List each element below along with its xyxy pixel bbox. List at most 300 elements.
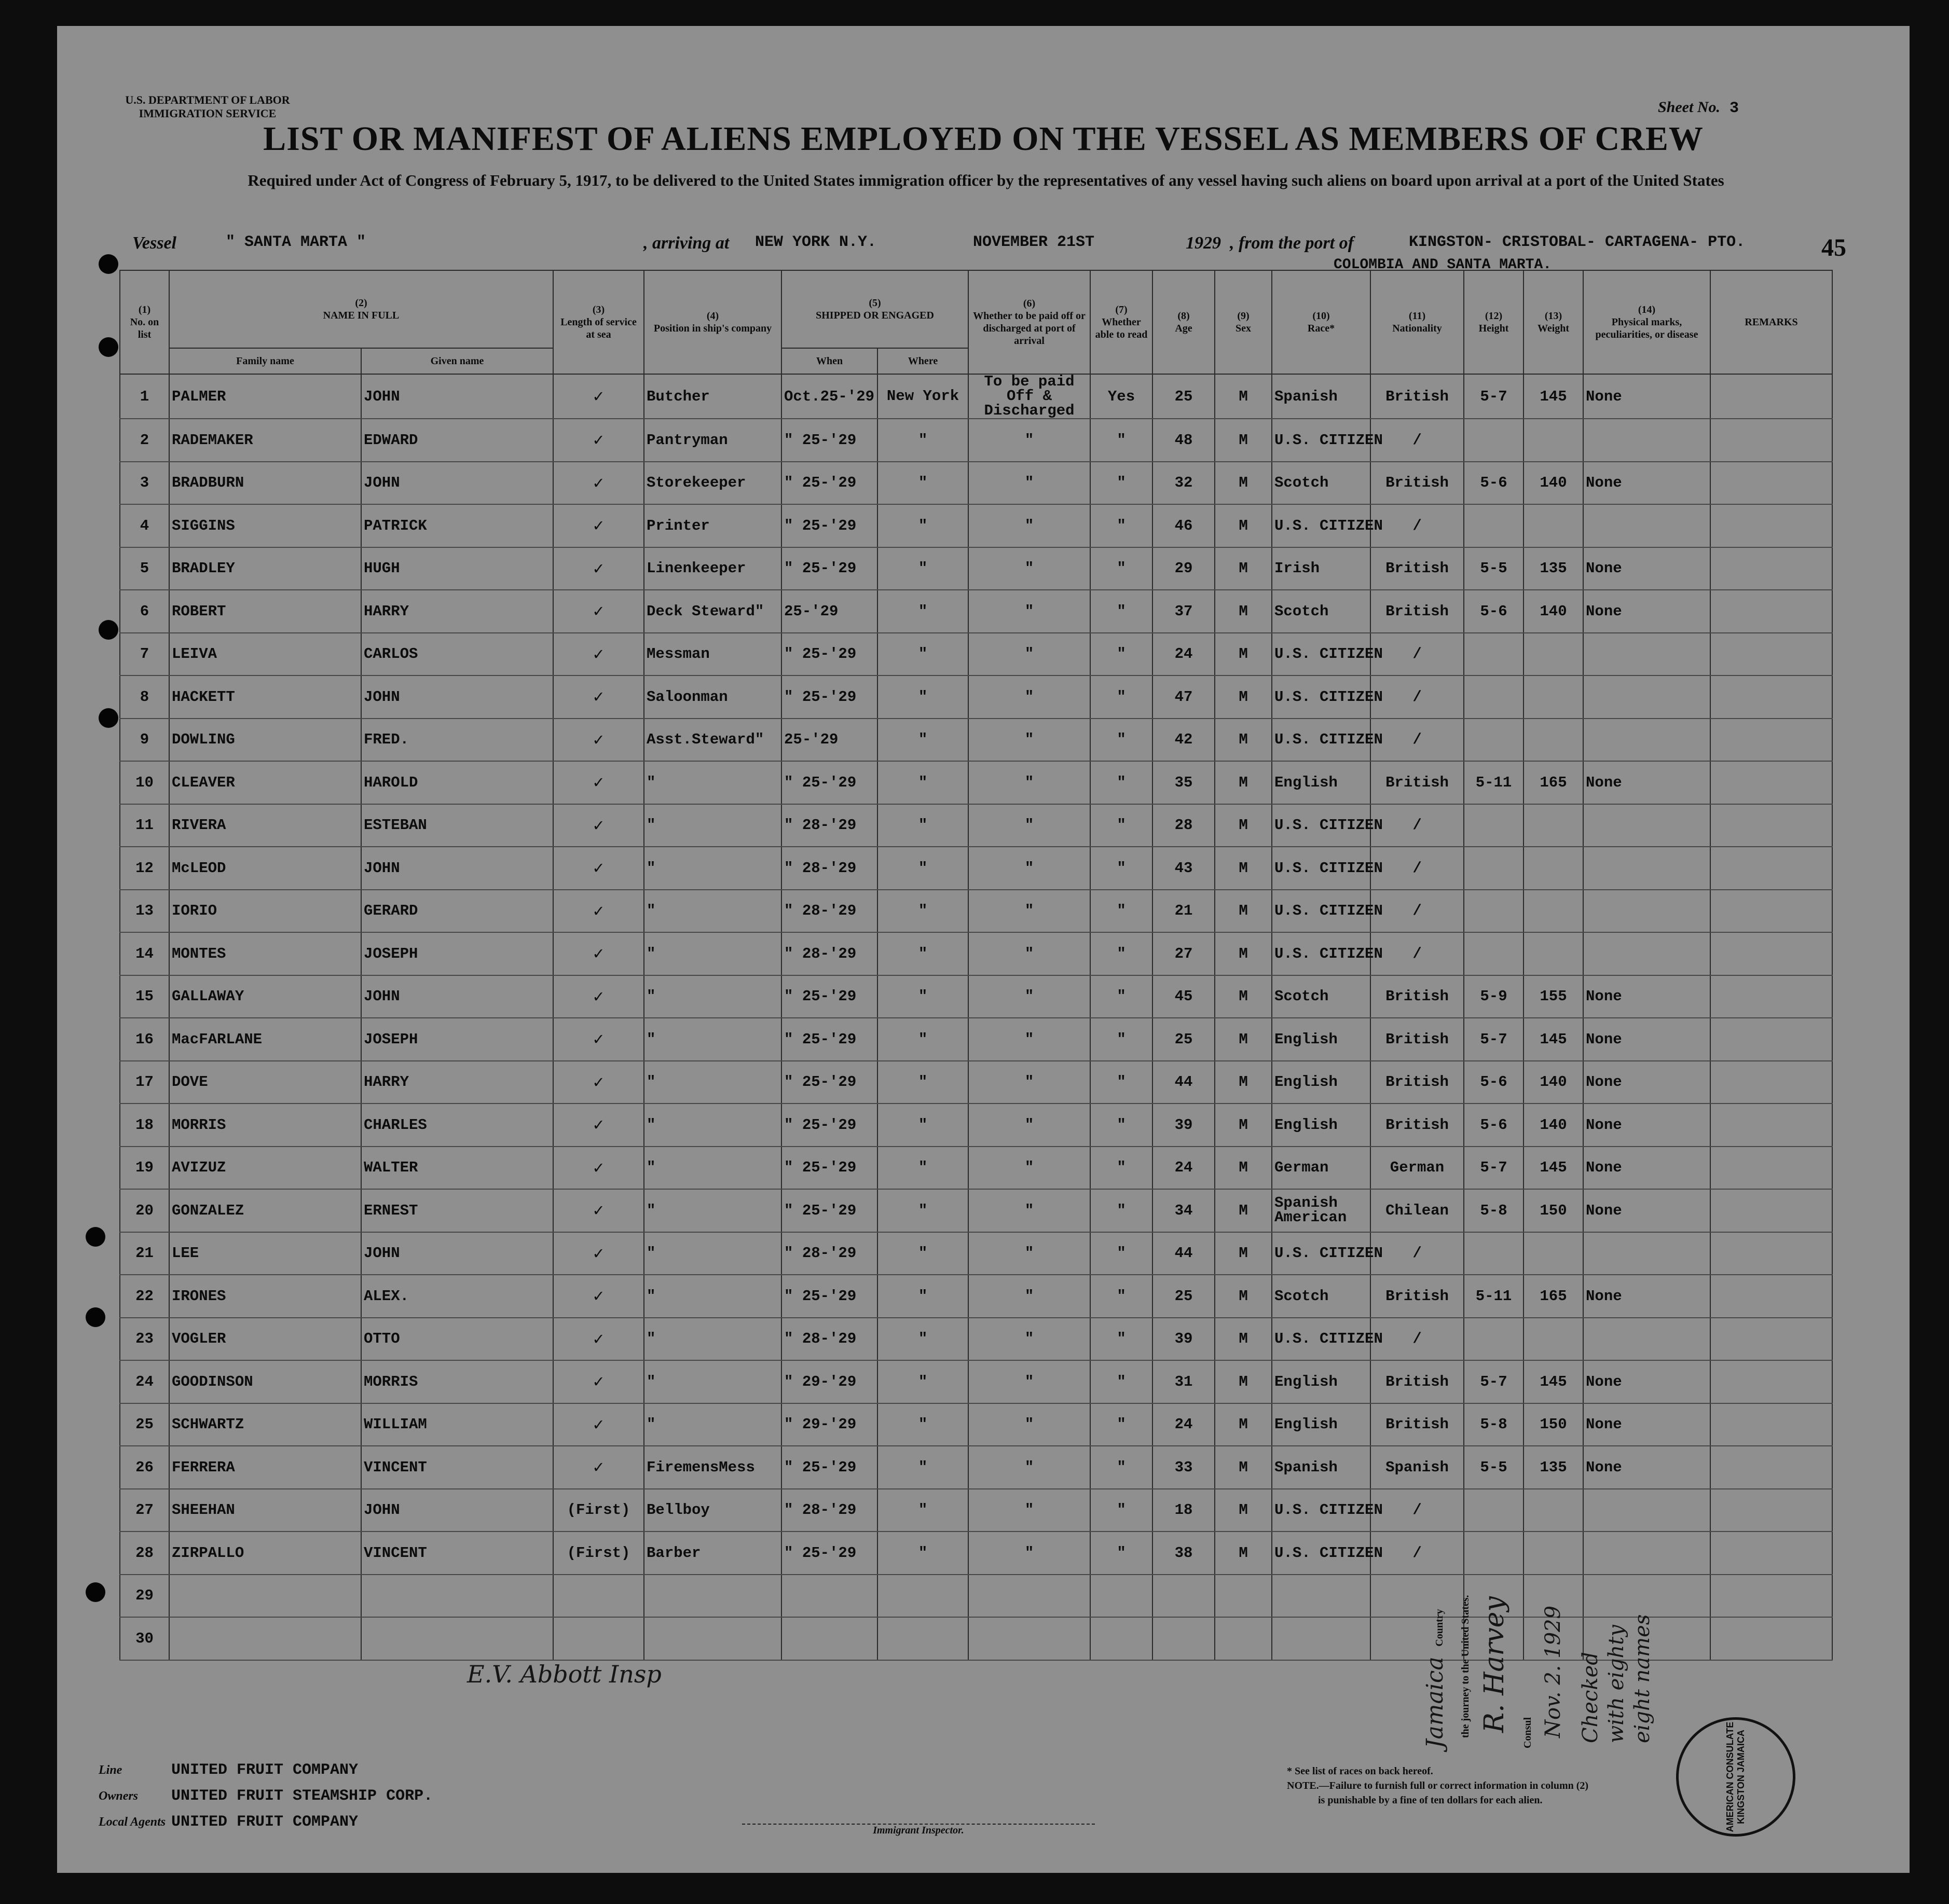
manifest-sheet <box>57 26 1910 1873</box>
inspector-signature: E.V. Abbott Insp <box>467 1660 662 1688</box>
family-name-cell: RIVERA <box>169 804 361 847</box>
sex-cell <box>1215 1617 1272 1660</box>
race-cell: Scotch <box>1272 975 1370 1018</box>
remarks-cell <box>1710 1103 1832 1147</box>
given-name-cell: ALEX. <box>361 1275 553 1318</box>
shipped-where-cell: " <box>877 1103 968 1147</box>
row-number-cell: 19 <box>120 1147 169 1190</box>
table-row <box>120 1489 1832 1532</box>
service-length-cell: ✓ <box>553 1318 644 1361</box>
position-cell: " <box>644 1061 781 1104</box>
physical-marks-cell <box>1583 1232 1710 1275</box>
shipped-when-cell: " 25-'29 <box>781 1189 877 1232</box>
paid-off-cell: " <box>968 1061 1090 1104</box>
table-row <box>120 1446 1832 1489</box>
paid-off-cell: " <box>968 890 1090 933</box>
service-length-cell: ✓ <box>553 804 644 847</box>
service-length-cell: ✓ <box>553 719 644 762</box>
weight-cell: 135 <box>1523 1446 1583 1489</box>
service-length-cell: (First) <box>553 1489 644 1532</box>
consulate-stamp: AMERICAN CONSULATE KINGSTON JAMAICA <box>1676 1717 1795 1837</box>
shipped-when-cell: " 25-'29 <box>781 504 877 547</box>
weight-cell: 155 <box>1523 975 1583 1018</box>
physical-marks-cell: None <box>1583 975 1710 1018</box>
arrival-port: NEW YORK N.Y. <box>755 233 877 251</box>
race-cell: Spanish <box>1272 374 1370 419</box>
sex-cell: M <box>1215 1360 1272 1403</box>
row-number-cell: 27 <box>120 1489 169 1532</box>
physical-marks-cell: None <box>1583 1061 1710 1104</box>
paid-off-cell: " <box>968 1489 1090 1532</box>
height-cell: 5-6 <box>1464 462 1523 505</box>
race-cell: U.S. CITIZEN <box>1272 847 1370 890</box>
family-name-cell: MONTES <box>169 932 361 975</box>
position-cell: Asst.Steward" <box>644 719 781 762</box>
height-cell: 5-9 <box>1464 975 1523 1018</box>
row-number-cell: 4 <box>120 504 169 547</box>
able-to-read-cell <box>1090 1575 1152 1618</box>
shipped-when-cell: " 25-'29 <box>781 761 877 804</box>
remarks-cell <box>1710 1617 1832 1660</box>
physical-marks-cell: None <box>1583 1360 1710 1403</box>
age-cell: 34 <box>1152 1189 1215 1232</box>
able-to-read-cell: " <box>1090 1061 1152 1104</box>
shipped-where-cell: " <box>877 1275 968 1318</box>
position-cell: Storekeeper <box>644 462 781 505</box>
row-number-cell: 20 <box>120 1189 169 1232</box>
shipped-where-cell: " <box>877 1189 968 1232</box>
given-name-cell: WILLIAM <box>361 1403 553 1446</box>
able-to-read-cell: " <box>1090 1275 1152 1318</box>
position-cell: Pantryman <box>644 419 781 462</box>
height-cell: 5-6 <box>1464 590 1523 633</box>
able-to-read-cell: " <box>1090 761 1152 804</box>
given-name-cell: JOHN <box>361 847 553 890</box>
sex-cell: M <box>1215 547 1272 590</box>
table-row <box>120 1018 1832 1061</box>
remarks-cell <box>1710 374 1832 419</box>
physical-marks-cell: None <box>1583 1103 1710 1147</box>
race-cell: English <box>1272 1360 1370 1403</box>
position-cell: FiremensMess <box>644 1446 781 1489</box>
punch-hole <box>99 620 118 640</box>
service-length-cell: ✓ <box>553 1147 644 1190</box>
weight-cell: 145 <box>1523 1018 1583 1061</box>
shipped-when-cell: Oct.25-'29 <box>781 374 877 419</box>
cert-country: Jamaica <box>1422 1657 1448 1748</box>
nationality-cell: British <box>1370 1018 1464 1061</box>
table-row <box>120 890 1832 933</box>
height-cell: 5-5 <box>1464 1446 1523 1489</box>
row-number-cell: 6 <box>120 590 169 633</box>
sex-cell: M <box>1215 462 1272 505</box>
physical-marks-cell <box>1583 719 1710 762</box>
nationality-cell: Chilean <box>1370 1189 1464 1232</box>
nationality-cell: / <box>1370 719 1464 762</box>
row-number-cell: 9 <box>120 719 169 762</box>
position-cell: Printer <box>644 504 781 547</box>
age-cell: 38 <box>1152 1532 1215 1575</box>
sex-cell: M <box>1215 1318 1272 1361</box>
sex-cell: M <box>1215 1061 1272 1104</box>
age-cell: 39 <box>1152 1318 1215 1361</box>
remarks-cell <box>1710 932 1832 975</box>
sex-cell: M <box>1215 1403 1272 1446</box>
shipped-when-cell: " 28-'29 <box>781 932 877 975</box>
punch-hole <box>86 1582 105 1602</box>
sex-cell: M <box>1215 1532 1272 1575</box>
punch-hole <box>86 1227 105 1247</box>
table-row <box>120 633 1832 676</box>
nationality-cell: / <box>1370 504 1464 547</box>
sex-cell: M <box>1215 1189 1272 1232</box>
height-cell: 5-6 <box>1464 1061 1523 1104</box>
nationality-cell: / <box>1370 932 1464 975</box>
physical-marks-cell <box>1583 804 1710 847</box>
paid-off-cell: " <box>968 761 1090 804</box>
given-name-cell: JOHN <box>361 975 553 1018</box>
shipped-when-cell: " 25-'29 <box>781 1103 877 1147</box>
table-row <box>120 1403 1832 1446</box>
sex-cell: M <box>1215 890 1272 933</box>
age-cell: 24 <box>1152 633 1215 676</box>
service-length-cell <box>553 1575 644 1618</box>
table-row <box>120 719 1832 762</box>
shipped-where-cell: " <box>877 633 968 676</box>
table-row <box>120 1275 1832 1318</box>
physical-marks-cell: None <box>1583 547 1710 590</box>
position-cell <box>644 1575 781 1618</box>
shipped-when-cell: " 25-'29 <box>781 1018 877 1061</box>
family-name-cell: GALLAWAY <box>169 975 361 1018</box>
shipped-when-cell: " 25-'29 <box>781 462 877 505</box>
family-name-cell: LEE <box>169 1232 361 1275</box>
position-cell: " <box>644 1318 781 1361</box>
physical-marks-cell: None <box>1583 1446 1710 1489</box>
age-cell: 32 <box>1152 462 1215 505</box>
able-to-read-cell: " <box>1090 932 1152 975</box>
nationality-cell: British <box>1370 761 1464 804</box>
table-row <box>120 1189 1832 1232</box>
cert-consul: Consul <box>1522 1717 1533 1748</box>
row-number-cell: 11 <box>120 804 169 847</box>
height-cell <box>1464 804 1523 847</box>
race-cell: English <box>1272 1061 1370 1104</box>
height-cell: 5-11 <box>1464 761 1523 804</box>
position-cell: " <box>644 1232 781 1275</box>
given-name-cell: JOHN <box>361 374 553 419</box>
paid-off-cell: " <box>968 1360 1090 1403</box>
height-cell <box>1464 504 1523 547</box>
age-cell <box>1152 1575 1215 1618</box>
nationality-cell: / <box>1370 675 1464 719</box>
family-name-cell: CLEAVER <box>169 761 361 804</box>
shipped-when-cell: " 25-'29 <box>781 633 877 676</box>
physical-marks-cell: None <box>1583 1018 1710 1061</box>
position-cell: " <box>644 1403 781 1446</box>
race-cell: German <box>1272 1147 1370 1190</box>
table-row <box>120 1103 1832 1147</box>
physical-marks-cell <box>1583 504 1710 547</box>
given-name-cell: HARRY <box>361 590 553 633</box>
inspector-line: Immigrant Inspector. <box>742 1824 1095 1837</box>
remarks-cell <box>1710 590 1832 633</box>
sex-cell <box>1215 1575 1272 1618</box>
remarks-cell <box>1710 547 1832 590</box>
service-length-cell: ✓ <box>553 1403 644 1446</box>
service-length-cell: ✓ <box>553 1360 644 1403</box>
physical-marks-cell: None <box>1583 1403 1710 1446</box>
table-row <box>120 804 1832 847</box>
weight-cell <box>1523 675 1583 719</box>
row-number-cell: 17 <box>120 1061 169 1104</box>
shipped-where-cell: " <box>877 804 968 847</box>
family-name-cell: SHEEHAN <box>169 1489 361 1532</box>
height-cell: 5-6 <box>1464 1103 1523 1147</box>
family-name-cell: PALMER <box>169 374 361 419</box>
footer-agents: Local Agents UNITED FRUIT COMPANY <box>99 1813 359 1831</box>
able-to-read-cell: " <box>1090 547 1152 590</box>
row-number-cell: 28 <box>120 1532 169 1575</box>
shipped-when-cell: " 29-'29 <box>781 1403 877 1446</box>
vessel-line: Vessel " SANTA MARTA " , arriving at NEW YORK N.Y. NOVEMBER 21ST 1929 , from the port of KINGSTON- CRISTOBAL- CARTAGENA- PTO. <box>132 233 1746 253</box>
row-number-cell: 5 <box>120 547 169 590</box>
given-name-cell: EDWARD <box>361 419 553 462</box>
table-row <box>120 504 1832 547</box>
height-cell: 5-5 <box>1464 547 1523 590</box>
col-name: (2) NAME IN FULL <box>169 270 553 348</box>
physical-marks-cell <box>1583 1489 1710 1532</box>
weight-cell: 135 <box>1523 547 1583 590</box>
shipped-where-cell: " <box>877 675 968 719</box>
height-cell <box>1464 1532 1523 1575</box>
paid-off-cell: " <box>968 932 1090 975</box>
age-cell: 24 <box>1152 1147 1215 1190</box>
age-cell: 31 <box>1152 1360 1215 1403</box>
paid-off-cell: " <box>968 1275 1090 1318</box>
family-name-cell: SIGGINS <box>169 504 361 547</box>
able-to-read-cell: " <box>1090 1489 1152 1532</box>
shipped-when-cell: " 28-'29 <box>781 1318 877 1361</box>
table-row <box>120 1061 1832 1104</box>
race-cell: Scotch <box>1272 1275 1370 1318</box>
age-cell: 33 <box>1152 1446 1215 1489</box>
given-name-cell: ESTEBAN <box>361 804 553 847</box>
age-cell: 42 <box>1152 719 1215 762</box>
weight-cell: 140 <box>1523 1103 1583 1147</box>
height-cell <box>1464 1318 1523 1361</box>
able-to-read-cell: " <box>1090 1360 1152 1403</box>
able-to-read-cell: " <box>1090 719 1152 762</box>
shipped-when-cell: 25-'29 <box>781 719 877 762</box>
service-length-cell: ✓ <box>553 1189 644 1232</box>
weight-cell <box>1523 719 1583 762</box>
shipped-when-cell: " 25-'29 <box>781 1275 877 1318</box>
shipped-where-cell: " <box>877 590 968 633</box>
shipped-when-cell: " 28-'29 <box>781 847 877 890</box>
service-length-cell: ✓ <box>553 590 644 633</box>
given-name-cell: JOHN <box>361 1232 553 1275</box>
sheet-number: Sheet No. 3 <box>1658 99 1739 117</box>
shipped-when-cell: " 25-'29 <box>781 1532 877 1575</box>
race-cell: Spanish <box>1272 1446 1370 1489</box>
row-number-cell: 12 <box>120 847 169 890</box>
given-name-cell: CARLOS <box>361 633 553 676</box>
remarks-cell <box>1710 1232 1832 1275</box>
family-name-cell: MacFARLANE <box>169 1018 361 1061</box>
weight-cell <box>1523 1318 1583 1361</box>
row-number-cell: 2 <box>120 419 169 462</box>
race-cell: U.S. CITIZEN <box>1272 932 1370 975</box>
paid-off-cell: " <box>968 719 1090 762</box>
given-name-cell: ERNEST <box>361 1189 553 1232</box>
shipped-where-cell: " <box>877 890 968 933</box>
service-length-cell: ✓ <box>553 1018 644 1061</box>
position-cell: " <box>644 932 781 975</box>
shipped-where-cell <box>877 1575 968 1618</box>
able-to-read-cell: " <box>1090 504 1152 547</box>
height-cell <box>1464 890 1523 933</box>
service-length-cell: ✓ <box>553 1446 644 1489</box>
weight-cell <box>1523 419 1583 462</box>
position-cell: " <box>644 1275 781 1318</box>
row-number-cell: 1 <box>120 374 169 419</box>
age-cell: 37 <box>1152 590 1215 633</box>
col-where: Where <box>877 348 968 374</box>
race-cell: U.S. CITIZEN <box>1272 1232 1370 1275</box>
weight-cell: 140 <box>1523 462 1583 505</box>
shipped-where-cell: " <box>877 504 968 547</box>
row-number-cell: 13 <box>120 890 169 933</box>
sex-cell: M <box>1215 1103 1272 1147</box>
paid-off-cell: " <box>968 1532 1090 1575</box>
service-length-cell: ✓ <box>553 932 644 975</box>
paid-off-cell: " <box>968 504 1090 547</box>
shipped-where-cell: " <box>877 975 968 1018</box>
nationality-cell: British <box>1370 1275 1464 1318</box>
family-name-cell: BRADLEY <box>169 547 361 590</box>
shipped-where-cell: " <box>877 719 968 762</box>
col-read: (7) Whether able to read <box>1090 270 1152 374</box>
remarks-cell <box>1710 1446 1832 1489</box>
able-to-read-cell: " <box>1090 1147 1152 1190</box>
col-marks: (14) Physical marks, peculiarities, or disease <box>1583 270 1710 374</box>
col-weight: (13) Weight <box>1523 270 1583 374</box>
height-cell: 5-7 <box>1464 1360 1523 1403</box>
remarks-cell <box>1710 1147 1832 1190</box>
col-height: (12) Height <box>1464 270 1523 374</box>
shipped-when-cell: " 28-'29 <box>781 1232 877 1275</box>
sex-cell: M <box>1215 804 1272 847</box>
given-name-cell: WALTER <box>361 1147 553 1190</box>
family-name-cell: MORRIS <box>169 1103 361 1147</box>
remarks-cell <box>1710 1189 1832 1232</box>
height-cell <box>1464 932 1523 975</box>
paid-off-cell: " <box>968 675 1090 719</box>
page-title: LIST OR MANIFEST OF ALIENS EMPLOYED ON THE VESSEL AS MEMBERS OF CREW <box>263 120 1704 158</box>
family-name-cell: ROBERT <box>169 590 361 633</box>
service-length-cell: ✓ <box>553 374 644 419</box>
sex-cell: M <box>1215 374 1272 419</box>
nationality-cell: / <box>1370 890 1464 933</box>
service-length-cell: ✓ <box>553 761 644 804</box>
able-to-read-cell: " <box>1090 890 1152 933</box>
position-cell: Barber <box>644 1532 781 1575</box>
height-cell: 5-8 <box>1464 1189 1523 1232</box>
crew-table-body <box>120 374 1832 1660</box>
paid-off-cell: " <box>968 1318 1090 1361</box>
age-cell: 46 <box>1152 504 1215 547</box>
row-number-cell: 3 <box>120 462 169 505</box>
col-family-name: Family name <box>169 348 361 374</box>
paid-off-cell: " <box>968 1189 1090 1232</box>
col-given-name: Given name <box>361 348 553 374</box>
paid-off-cell <box>968 1617 1090 1660</box>
age-cell: 39 <box>1152 1103 1215 1147</box>
able-to-read-cell: " <box>1090 675 1152 719</box>
shipped-where-cell: " <box>877 419 968 462</box>
race-cell: U.S. CITIZEN <box>1272 804 1370 847</box>
shipped-when-cell: " 29-'29 <box>781 1360 877 1403</box>
given-name-cell: JOHN <box>361 675 553 719</box>
height-cell: 5-8 <box>1464 1403 1523 1446</box>
physical-marks-cell <box>1583 890 1710 933</box>
table-row <box>120 675 1832 719</box>
race-cell: Spanish American <box>1272 1189 1370 1232</box>
shipped-when-cell: " 25-'29 <box>781 419 877 462</box>
paid-off-cell <box>968 1575 1090 1618</box>
row-number-cell: 16 <box>120 1018 169 1061</box>
nationality-cell: British <box>1370 374 1464 419</box>
service-length-cell: ✓ <box>553 462 644 505</box>
race-cell: U.S. CITIZEN <box>1272 1489 1370 1532</box>
weight-cell: 150 <box>1523 1403 1583 1446</box>
service-length-cell: ✓ <box>553 1103 644 1147</box>
race-cell: English <box>1272 1018 1370 1061</box>
col-nationality: (11) Nationality <box>1370 270 1464 374</box>
nationality-cell: / <box>1370 1532 1464 1575</box>
table-row <box>120 1147 1832 1190</box>
remarks-cell <box>1710 1532 1832 1575</box>
able-to-read-cell: " <box>1090 1103 1152 1147</box>
row-number-cell: 25 <box>120 1403 169 1446</box>
family-name-cell: ZIRPALLO <box>169 1532 361 1575</box>
paid-off-cell: " <box>968 633 1090 676</box>
height-cell: 5-7 <box>1464 374 1523 419</box>
footer-line: Line UNITED FRUIT COMPANY <box>99 1761 359 1779</box>
position-cell: " <box>644 1360 781 1403</box>
cert-date: Nov. 2. 1929 <box>1541 1605 1565 1738</box>
age-cell: 27 <box>1152 932 1215 975</box>
remarks-cell <box>1710 1275 1832 1318</box>
paid-off-cell: " <box>968 975 1090 1018</box>
weight-cell <box>1523 804 1583 847</box>
given-name-cell: JOSEPH <box>361 1018 553 1061</box>
height-cell: 5-7 <box>1464 1147 1523 1190</box>
age-cell: 47 <box>1152 675 1215 719</box>
punch-hole <box>99 708 118 728</box>
row-number-cell: 29 <box>120 1575 169 1618</box>
shipped-when-cell: 25-'29 <box>781 590 877 633</box>
table-row <box>120 547 1832 590</box>
nationality-cell: Spanish <box>1370 1446 1464 1489</box>
physical-marks-cell: None <box>1583 462 1710 505</box>
race-cell: Scotch <box>1272 462 1370 505</box>
able-to-read-cell: " <box>1090 847 1152 890</box>
cert-text: the journey to the United States. <box>1460 1595 1471 1738</box>
given-name-cell: JOHN <box>361 462 553 505</box>
sex-cell: M <box>1215 1018 1272 1061</box>
